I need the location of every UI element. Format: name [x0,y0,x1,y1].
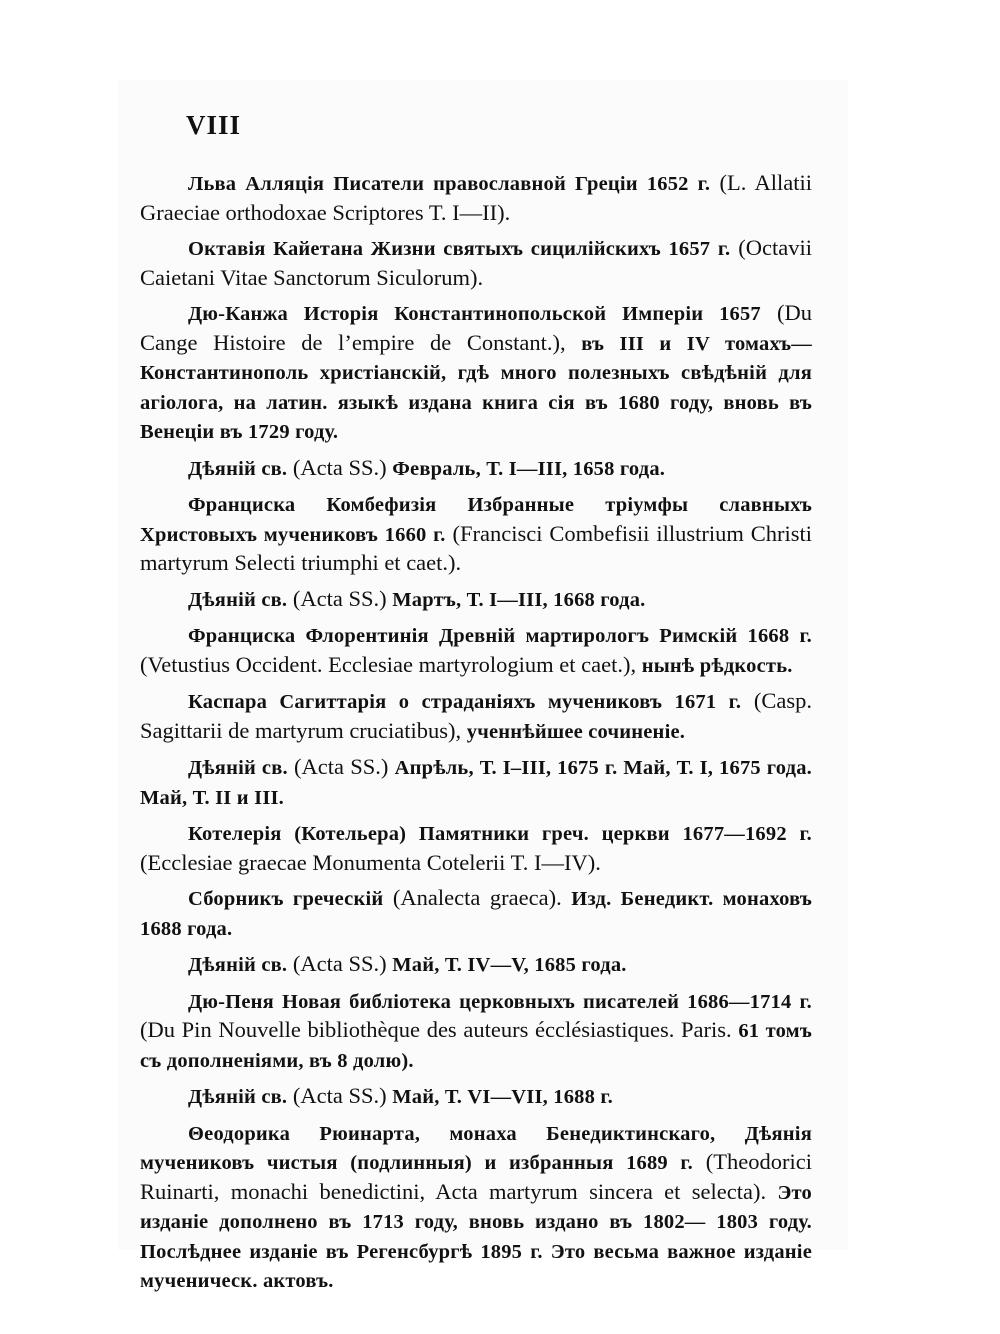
bibliography-entry [140,490,812,578]
entry-russian-text: Дѣяній св. [188,588,288,611]
entry-latin-text: (Du Cange Histoire de l’empire de Constant.), [140,300,813,355]
entry-latin-text: (Acta SS.) [292,454,387,480]
page-number: VIII [186,110,242,140]
entry-russian-text: Θеодорика Рюинарта, монаха Бенедиктинскаго, Дѣянія мучениковъ чистыя (подлинныя) и избранныя 1689 г. [140,1122,812,1174]
entry-russian-text: Франциска Комбефизія Избранные тріумфы славныхъ Христовыхъ мучениковъ 1660 г. [140,494,812,546]
entry-russian-continuation: въ III и IV томахъ— Константинополь христіанскій, гдѣ много полезныхъ свѣдѣній для агіолога, на латин. языкѣ издана книга сія въ 1680 году, вновь въ Венеціи въ 1729 году. [140,332,813,443]
bibliography-entry [140,1082,812,1112]
entry-russian-text: Дю-Канжа Исторія Константинопольской Имперіи 1657 [188,303,761,325]
entry-russian-text: Льва Алляція Писатели православной Греціи 1652 г. [188,173,711,195]
entry-latin-text: (Octavii Caietani Vitae Sanctorum Siculorum). [140,235,813,290]
entry-russian-continuation: Май, Т. VI—VII, 1688 г. [392,1086,613,1108]
bibliography-entry [140,169,812,227]
entry-russian-continuation: ученнѣйшее сочиненіе. [466,720,686,743]
entry-russian-text: Сборникъ греческій [188,888,384,910]
entry-russian-text: Дѣяній св. [188,457,288,480]
entry-russian-continuation: Май, Т. IV—V, 1685 года. [392,954,627,976]
bibliography-entry [140,687,812,746]
bibliography-entry [140,1119,812,1296]
entry-russian-continuation: 61 томъ съ дополненіями, въ 8 долю). [140,1020,813,1072]
entry-russian-text: Октавія Кайетана Жизни святыхъ сицилійскихъ 1657 г. [188,238,731,260]
entry-latin-text: (Acta SS.) [292,1083,387,1108]
entry-russian-text: Котелерія (Котельера) Памятники греч. церкви 1677—1692 г. [188,823,812,845]
bibliography-entry [140,234,812,292]
bibliography-entry [140,884,812,943]
entry-latin-text: (Theodorici Ruinarti, monachi benedictini, Acta martyrum sincera et selecta). [140,1149,813,1204]
entry-latin-text: (Francisci Combefisii illustrium Christi martyrum Selecti triumphi et caet.). [140,520,813,575]
entry-latin-text: (Acta SS.) [292,951,387,976]
entry-latin-text: (Analecta graeca). [392,885,562,910]
entry-latin-text: (Acta SS.) [292,585,387,611]
bibliography-entry [140,753,812,812]
document-page [140,108,812,1303]
bibliography-entry [140,621,812,680]
bibliography-entry [140,987,812,1076]
entry-russian-continuation: Изд. Бенедикт. монаховъ 1688 года. [140,888,812,940]
entry-russian-text: Дю-Пеня Новая библіотека церковныхъ писателей 1686—1714 г. [188,990,812,1013]
bibliography-entry [140,585,812,615]
entry-russian-text: Дѣяній св. [188,954,288,976]
entry-russian-continuation: Апрѣль, Т. I–III, 1675 г. Май, Т. I, 1675 года. Май, Т. II и III. [140,757,812,809]
entry-russian-continuation: Это изданіе дополнено въ 1713 году, вновь издано въ 1802— 1803 году. Послѣднее изданіе въ Регенсбургѣ 1895 г. Это весьма важное изданіе мученическ. актовъ. [140,1181,812,1292]
entry-latin-text: (Acta SS.) [294,754,389,779]
entry-latin-text: (Ecclesiae graecae Monumenta Cotelerii T. I—IV). [140,849,601,875]
entry-russian-text: Дѣяній св. [188,757,288,779]
entry-russian-continuation: нынѣ рѣдкость. [641,654,793,677]
entry-latin-text: (L. Allatii Graeciae orthodoxae Scriptores T. I—II). [140,170,812,225]
entry-russian-text: Дѣяній св. [188,1086,288,1108]
entry-russian-continuation: Февраль, Т. I—III, 1658 года. [392,457,666,480]
entry-russian-text: Каспара Сагиттарія о страданіяхъ мучениковъ 1671 г. [188,691,742,713]
entry-russian-text: Франциска Флорентинія Древній мартирологъ Римскій 1668 г. [188,625,812,647]
entry-latin-text: (Vetustius Occident. Ecclesiae martyrologium et caet.), [140,651,637,677]
entry-latin-text: (Du Pin Nouvelle bibliothèque des auteurs écclésiastiques. Paris. [140,1017,732,1042]
entry-russian-continuation: Мартъ, Т. I—III, 1668 года. [392,588,646,611]
bibliography-entry [140,819,812,877]
bibliography-entry [140,454,812,484]
bibliography-entry [140,950,812,980]
entry-latin-text: (Casp. Sagittarii de martyrum cruciatibus), [140,688,813,743]
bibliography-entry [140,299,812,447]
